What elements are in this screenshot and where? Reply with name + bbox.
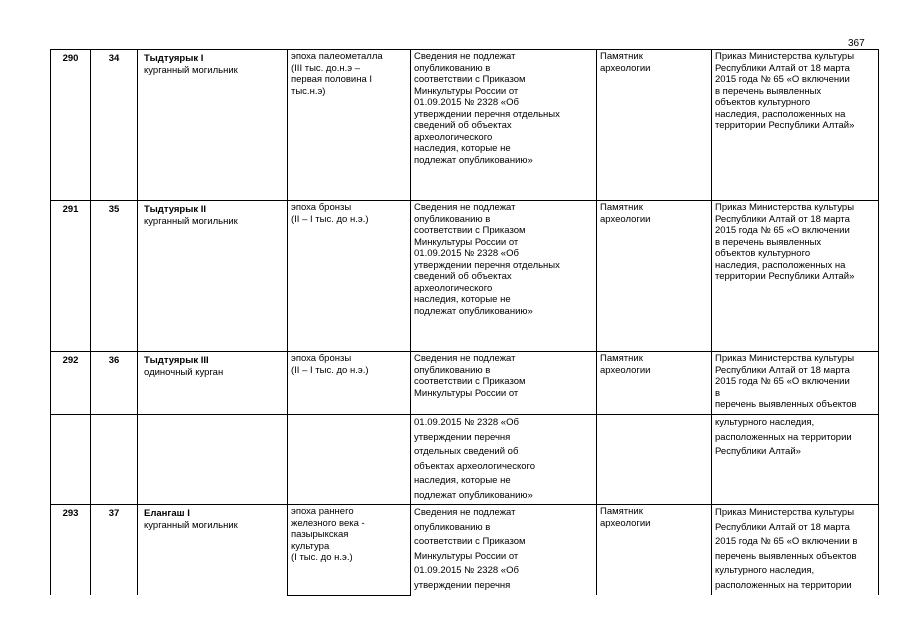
row-number: 292 xyxy=(51,352,91,415)
object-name-cell xyxy=(138,50,288,201)
heritage-objects-table xyxy=(50,49,879,596)
object-type: курганный могильник xyxy=(144,519,238,531)
epoch-cell: эпоха раннего железного века - пазырыкская культура (I тыс. до н.э.) xyxy=(288,505,411,596)
row-number: 290 xyxy=(51,50,91,201)
table-row xyxy=(51,505,879,596)
object-type: курганный могильник xyxy=(144,64,238,76)
empty-cell xyxy=(91,415,138,505)
location-info-cell: Сведения не подлежат опубликованию в соответствии с Приказом Минкультуры России от xyxy=(411,352,597,415)
document-cell: Приказ Министерства культуры Республики Алтай от 18 марта 2015 года № 65 «О включении в перечень выявленных объектов культурного наследия, расположенных на территории Республики Алтай» xyxy=(712,201,879,352)
object-name-cell xyxy=(138,505,288,596)
table-row-continuation xyxy=(51,415,879,505)
document-cell: Приказ Министерства культуры Республики Алтай от 18 марта 2015 года № 65 «О включении в перечень выявленных объектов культурного наследия, расположенных на территории Республики Алтай» xyxy=(712,50,879,201)
empty-cell xyxy=(138,415,288,505)
row-sub-number: 34 xyxy=(91,50,138,201)
object-type: одиночный курган xyxy=(144,366,224,378)
empty-cell xyxy=(597,415,712,505)
object-name: Тыдтуярык III xyxy=(144,355,209,366)
row-number: 291 xyxy=(51,201,91,352)
document-cell: Приказ Министерства культуры Республики Алтай от 18 марта 2015 года № 65 «О включении в перечень выявленных объектов xyxy=(712,352,879,415)
category-cell: Памятник археологии xyxy=(597,505,712,596)
epoch-cell: эпоха палеометалла (III тыс. до.н.э – первая половина I тыс.н.э) xyxy=(288,50,411,201)
location-info-cell: Сведения не подлежат опубликованию в соответствии с Приказом Минкультуры России от 01.09.2015 № 2328 «Об утверждении перечня отдельных сведений об объектах археологического наследия, которые не подлежат опубликованию» xyxy=(411,201,597,352)
object-type: курганный могильник xyxy=(144,215,238,227)
table-row xyxy=(51,50,879,201)
category-cell: Памятник археологии xyxy=(597,50,712,201)
table-row xyxy=(51,201,879,352)
table-row xyxy=(51,352,879,415)
object-name-cell xyxy=(138,201,288,352)
object-name: Тыдтуярык I xyxy=(144,53,204,64)
object-name-cell xyxy=(138,352,288,415)
page-number: 367 xyxy=(848,38,865,49)
row-sub-number: 37 xyxy=(91,505,138,596)
category-cell: Памятник археологии xyxy=(597,352,712,415)
object-name: Тыдтуярык II xyxy=(144,204,207,215)
document-continuation: культурного наследия, расположенных на территории Республики Алтай» xyxy=(712,415,879,505)
location-info-cell: Сведения не подлежат опубликованию в соответствии с Приказом Минкультуры России от 01.09.2015 № 2328 «Об утверждении перечня отдельных сведений об объектах археологического наследия, которые не подлежат опубликованию» xyxy=(411,50,597,201)
epoch-cell: эпоха бронзы (II – I тыс. до н.э.) xyxy=(288,352,411,415)
row-number: 293 xyxy=(51,505,91,596)
category-cell: Памятник археологии xyxy=(597,201,712,352)
location-info-cell: Сведения не подлежат опубликованию в соответствии с Приказом Минкультуры России от 01.09.2015 № 2328 «Об утверждении перечня xyxy=(411,505,597,596)
document-cell: Приказ Министерства культуры Республики Алтай от 18 марта 2015 года № 65 «О включении в перечень выявленных объектов культурного наследия, расположенных на территории xyxy=(712,505,879,596)
row-sub-number: 35 xyxy=(91,201,138,352)
object-name: Елангаш I xyxy=(144,508,190,519)
empty-cell xyxy=(51,415,91,505)
empty-cell xyxy=(288,415,411,505)
epoch-cell: эпоха бронзы (II – I тыс. до н.э.) xyxy=(288,201,411,352)
row-sub-number: 36 xyxy=(91,352,138,415)
location-info-continuation: 01.09.2015 № 2328 «Об утверждении перечня отдельных сведений об объектах археологического наследия, которые не подлежат опубликованию» xyxy=(411,415,597,505)
